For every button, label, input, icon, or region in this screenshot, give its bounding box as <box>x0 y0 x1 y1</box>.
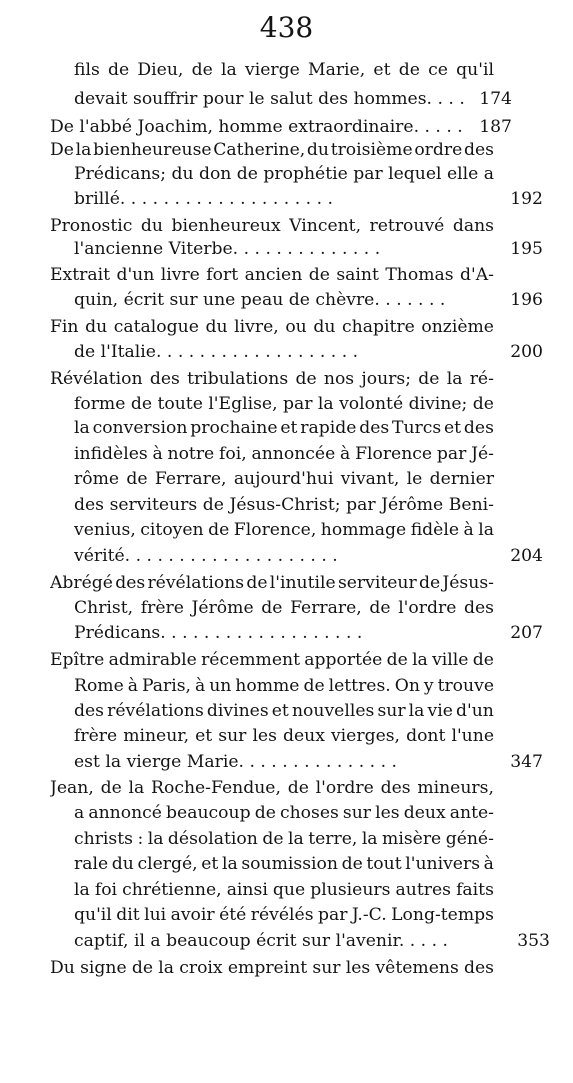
toc-word: la <box>221 854 238 874</box>
toc-word: homme <box>235 676 300 696</box>
toc-word: et <box>373 60 391 80</box>
toc-word: l'ordre <box>315 778 374 798</box>
toc-word: fidèle <box>410 520 460 540</box>
toc-word: On <box>394 676 420 696</box>
toc-word: frère <box>74 726 118 746</box>
toc-word: hommage <box>320 520 407 540</box>
toc-word: qu'il <box>456 60 494 80</box>
toc-word: Christ, <box>74 598 134 618</box>
toc-word: notre <box>167 444 215 464</box>
toc-word: aujourd'hui <box>233 469 334 489</box>
toc-word: de <box>369 598 391 618</box>
toc-word: serviteur <box>337 573 417 593</box>
toc-word: chrétienne, <box>122 880 222 900</box>
toc-word: Dieu, <box>137 60 184 80</box>
toc-word: de <box>208 520 230 540</box>
toc-word: des <box>463 140 494 160</box>
toc-word: venius, <box>74 520 136 540</box>
toc-word: sur <box>377 701 406 721</box>
toc-word: par <box>317 905 348 925</box>
toc-word: récemment <box>201 650 300 670</box>
toc-word: la <box>74 880 90 900</box>
toc-word: jours; <box>361 369 411 389</box>
toc-word: Jésus-Christ; <box>229 495 341 515</box>
toc-word: croix <box>179 958 223 978</box>
toc-word: catalogue <box>113 317 199 337</box>
toc-word: Ferrare, <box>290 598 362 618</box>
page-reference: 207 <box>510 623 543 643</box>
toc-word: frère <box>140 598 184 618</box>
toc-line <box>50 775 494 801</box>
toc-word: de <box>287 778 309 798</box>
toc-word: Ferrare, <box>154 469 227 489</box>
toc-line <box>74 415 494 441</box>
toc-word: Epître <box>50 650 105 670</box>
toc-word: retrouvé <box>369 216 445 236</box>
toc-line: quin, écrit sur une peau de chèvre. . . . . . . <box>74 290 446 310</box>
toc-word: la <box>221 60 237 80</box>
page-number: 438 <box>259 11 314 44</box>
toc-word: l'inutile <box>269 573 336 593</box>
toc-word: du <box>111 854 134 874</box>
toc-word: à <box>152 444 163 464</box>
toc-word: a <box>74 803 85 823</box>
toc-word: vie <box>427 701 453 721</box>
page-reference: 195 <box>510 239 543 259</box>
toc-word: ce <box>428 60 448 80</box>
toc-word: admirable <box>108 650 197 670</box>
toc-word: sur <box>342 803 372 823</box>
toc-word: fils <box>74 60 100 80</box>
toc-word: Thomas <box>385 265 454 285</box>
toc-word: la <box>158 958 175 978</box>
toc-word: de <box>131 958 154 978</box>
toc-word: la <box>478 520 494 540</box>
toc-word: infidèles <box>74 444 148 464</box>
toc-word: serviteurs <box>109 495 198 515</box>
toc-word: de <box>191 60 213 80</box>
toc-line <box>74 800 494 826</box>
toc-word: soumission <box>241 854 338 874</box>
toc-word: des <box>74 701 104 721</box>
toc-word: des <box>115 573 146 593</box>
toc-word: des <box>463 418 494 438</box>
toc-word: Beni- <box>448 495 494 515</box>
toc-word: la <box>75 140 92 160</box>
toc-line <box>74 673 494 699</box>
toc-word: ré- <box>469 369 494 389</box>
toc-word: Extrait <box>50 265 111 285</box>
toc-word: lui <box>144 905 167 925</box>
toc-line <box>50 137 494 163</box>
toc-line <box>50 366 494 392</box>
toc-word: l'Eglise, <box>208 394 278 414</box>
toc-word: forme <box>74 394 126 414</box>
toc-word: par <box>353 164 383 184</box>
toc-word: foi <box>94 880 118 900</box>
toc-word: ou <box>285 317 307 337</box>
toc-word: foi, <box>219 444 247 464</box>
toc-line <box>74 902 494 928</box>
toc-line: captif, il a beaucoup écrit sur l'avenir. . . . . <box>74 931 448 951</box>
toc-word: de <box>303 676 325 696</box>
toc-word: Pronostic <box>50 216 133 236</box>
toc-word: des <box>380 778 411 798</box>
toc-word: christs <box>74 829 133 849</box>
toc-line <box>50 647 494 673</box>
toc-word: Marie, <box>307 60 366 80</box>
toc-word: Fin <box>50 317 79 337</box>
toc-word: avoir <box>170 905 215 925</box>
toc-word: plusieurs <box>310 880 391 900</box>
toc-word: Révélation <box>50 369 143 389</box>
page-reference: 187 <box>479 117 512 137</box>
toc-word: de <box>100 778 122 798</box>
page-reference: 192 <box>510 189 543 209</box>
toc-word: à <box>463 520 474 540</box>
toc-word: la <box>74 418 90 438</box>
toc-word: fort <box>206 265 239 285</box>
toc-line <box>50 955 494 981</box>
toc-word: et <box>201 854 219 874</box>
toc-word: de <box>202 495 224 515</box>
toc-word: Long-temps <box>391 905 494 925</box>
toc-word: elle <box>446 164 479 184</box>
toc-word: d'un <box>116 265 155 285</box>
toc-word: révélations <box>147 573 245 593</box>
toc-word: ancien <box>244 265 303 285</box>
toc-word: Jérôme <box>191 598 254 618</box>
toc-word: des <box>464 958 494 978</box>
toc-word: dont <box>406 726 446 746</box>
toc-line <box>74 723 494 749</box>
toc-word: Florence, <box>233 520 317 540</box>
toc-word: Du <box>50 958 75 978</box>
toc-line <box>50 262 494 288</box>
toc-word: mineurs, <box>417 778 494 798</box>
toc-word: les <box>345 958 371 978</box>
toc-word: Rome <box>74 676 124 696</box>
toc-word: un <box>209 676 232 696</box>
toc-word: de <box>418 573 441 593</box>
toc-word: de <box>254 803 276 823</box>
toc-word: trouve <box>437 676 494 696</box>
toc-word: dernier <box>429 469 494 489</box>
toc-line <box>74 161 494 187</box>
toc-word: vierges, <box>330 726 401 746</box>
page-reference: 353 <box>517 931 550 951</box>
toc-line: est la vierge Marie. . . . . . . . . . . . . . . <box>74 752 397 772</box>
toc-word: et <box>271 701 289 721</box>
toc-word: la <box>412 650 428 670</box>
toc-word: de <box>236 164 258 184</box>
toc-word: citoyen <box>140 520 204 540</box>
toc-word: et <box>195 726 213 746</box>
toc-word: révélés <box>250 905 314 925</box>
toc-line <box>74 877 494 903</box>
toc-line <box>74 698 494 724</box>
toc-word: : <box>137 829 144 849</box>
toc-word: annoncée <box>251 444 336 464</box>
toc-word: de <box>246 573 268 593</box>
toc-line: brillé. . . . . . . . . . . . . . . . . . . . <box>74 189 333 209</box>
toc-line <box>74 466 494 492</box>
toc-word: à <box>483 854 494 874</box>
toc-word: misère <box>382 829 442 849</box>
toc-word: deux <box>403 803 446 823</box>
toc-word: J.-C. <box>351 905 387 925</box>
toc-word: du <box>205 317 228 337</box>
toc-word: Florence <box>355 444 433 464</box>
toc-word: Jésus- <box>442 573 494 593</box>
toc-line: Prédicans. . . . . . . . . . . . . . . . . . . <box>74 623 363 643</box>
toc-word: de <box>418 369 440 389</box>
toc-word: troisième <box>330 140 413 160</box>
toc-word: à <box>194 676 206 696</box>
toc-word: bienheureux <box>171 216 281 236</box>
toc-word: à <box>340 444 351 464</box>
toc-word: apportée <box>304 650 383 670</box>
toc-word: et <box>280 418 298 438</box>
toc-word: rapide <box>300 418 357 438</box>
toc-word: saint <box>336 265 379 285</box>
toc-word: et <box>444 418 462 438</box>
toc-word: l'une <box>451 726 494 746</box>
toc-word: choses <box>279 803 339 823</box>
toc-word: Vincent, <box>289 216 362 236</box>
toc-word: par <box>436 444 467 464</box>
toc-word: vêtemens <box>375 958 459 978</box>
toc-word: tout <box>366 854 402 874</box>
toc-line <box>50 314 494 340</box>
toc-word: du <box>313 317 336 337</box>
toc-word: sur <box>312 958 341 978</box>
toc-word: à <box>127 676 138 696</box>
toc-word: Jérôme <box>381 495 444 515</box>
toc-word: livre <box>160 265 200 285</box>
toc-line: l'ancienne Viterbe. . . . . . . . . . . . . . <box>74 239 381 259</box>
toc-word: la <box>147 829 164 849</box>
page-reference: 196 <box>510 290 543 310</box>
toc-word: signe <box>80 958 127 978</box>
toc-word: des <box>359 418 390 438</box>
toc-word: deux <box>282 726 325 746</box>
toc-line <box>74 391 494 417</box>
toc-word: Catherine, <box>213 140 306 160</box>
toc-word: faits <box>456 880 494 900</box>
toc-word: volonté <box>339 394 404 414</box>
toc-word: qu'il <box>74 905 112 925</box>
toc-word: Jean, <box>50 778 94 798</box>
toc-line: De l'abbé Joachim, homme extraordinaire. . . . . <box>50 117 463 137</box>
toc-word: annoncé <box>88 803 162 823</box>
toc-word: Abrégé <box>50 573 113 593</box>
toc-word: l'ordre <box>398 598 457 618</box>
toc-word: de <box>386 650 408 670</box>
toc-word: empreint <box>227 958 308 978</box>
toc-word: par <box>346 495 376 515</box>
toc-word: bienheureuse <box>93 140 212 160</box>
toc-line <box>74 441 494 467</box>
toc-word: y <box>423 676 434 696</box>
toc-word: par <box>282 394 313 414</box>
toc-word: révélations <box>107 701 204 721</box>
toc-word: De <box>50 140 74 160</box>
toc-word: clergé, <box>137 854 198 874</box>
toc-word: l'univers <box>405 854 481 874</box>
toc-word: de <box>108 60 130 80</box>
page-reference: 174 <box>479 89 512 109</box>
toc-word: sur <box>218 726 247 746</box>
toc-word: autres <box>395 880 451 900</box>
toc-word: Jé- <box>471 444 494 464</box>
toc-word: Roche-Fendue, <box>151 778 281 798</box>
toc-word: vivant, <box>340 469 400 489</box>
toc-word: d'un <box>456 701 494 721</box>
page-reference: 200 <box>510 342 543 362</box>
page-reference: 204 <box>510 546 543 566</box>
toc-line <box>50 570 494 596</box>
toc-word: ante- <box>449 803 494 823</box>
toc-word: des <box>464 598 494 618</box>
toc-word: vierge <box>244 60 300 80</box>
toc-line <box>74 826 494 852</box>
toc-word: divines <box>206 701 269 721</box>
toc-word: du <box>171 164 194 184</box>
toc-word: prochaine <box>190 418 278 438</box>
toc-word: prophétie <box>263 164 348 184</box>
toc-word: du <box>85 317 108 337</box>
toc-word: la <box>361 829 378 849</box>
toc-word: ordre <box>414 140 463 160</box>
toc-word: la <box>408 701 425 721</box>
toc-word: d'A- <box>460 265 494 285</box>
toc-word: la <box>287 829 304 849</box>
toc-word: onzième <box>421 317 494 337</box>
toc-word: toute <box>157 394 203 414</box>
toc-word: du <box>140 216 163 236</box>
toc-word: désolation <box>167 829 258 849</box>
toc-word: de <box>295 369 317 389</box>
toc-word: conversion <box>92 418 188 438</box>
toc-word: Paris, <box>141 676 191 696</box>
toc-word: divine; <box>408 394 468 414</box>
toc-word: rôme <box>74 469 120 489</box>
toc-word: les <box>252 726 277 746</box>
toc-word: du <box>306 140 329 160</box>
toc-word: de <box>472 650 494 670</box>
toc-word: le <box>406 469 423 489</box>
toc-word: de <box>126 469 148 489</box>
toc-word: de <box>261 598 283 618</box>
toc-word: des <box>149 369 180 389</box>
toc-word: nouvelles <box>291 701 375 721</box>
toc-line <box>74 517 494 543</box>
toc-word: terre, <box>308 829 358 849</box>
toc-word: géné- <box>445 829 494 849</box>
toc-word: la <box>128 778 145 798</box>
toc-line: de l'Italie. . . . . . . . . . . . . . . . . . . <box>74 342 359 362</box>
toc-word: de <box>398 60 420 80</box>
toc-word: les <box>375 803 400 823</box>
toc-word: été <box>219 905 247 925</box>
toc-line: vérité. . . . . . . . . . . . . . . . . . . . <box>74 546 338 566</box>
toc-word: la <box>446 369 463 389</box>
toc-word: des <box>74 495 104 515</box>
toc-line: devait souffrir pour le salut des hommes. . . . <box>74 89 465 109</box>
toc-word: de <box>341 854 363 874</box>
toc-word: rale <box>74 854 109 874</box>
page-reference: 347 <box>510 752 543 772</box>
toc-word: la <box>317 394 334 414</box>
toc-word: mineur, <box>123 726 190 746</box>
toc-word: chapitre <box>342 317 415 337</box>
toc-line <box>74 492 494 518</box>
toc-line <box>74 595 494 621</box>
toc-word: lequel <box>388 164 442 184</box>
toc-word: Turcs <box>392 418 442 438</box>
toc-word: dans <box>452 216 494 236</box>
toc-word: lettres. <box>328 676 391 696</box>
toc-word: ville <box>432 650 469 670</box>
toc-word: nos <box>323 369 355 389</box>
toc-line <box>74 57 494 83</box>
toc-word: ainsi <box>226 880 268 900</box>
toc-word: de <box>130 394 153 414</box>
toc-word: a <box>483 164 494 184</box>
toc-word: tribulations <box>187 369 289 389</box>
toc-word: de <box>308 265 330 285</box>
toc-word: Prédicans; <box>74 164 167 184</box>
toc-word: dit <box>116 905 140 925</box>
toc-word: livre, <box>234 317 279 337</box>
toc-word: de <box>262 829 284 849</box>
toc-word: de <box>472 394 494 414</box>
toc-word: que <box>272 880 306 900</box>
toc-line <box>74 851 494 877</box>
toc-word: don <box>198 164 232 184</box>
toc-word: beaucoup <box>166 803 251 823</box>
